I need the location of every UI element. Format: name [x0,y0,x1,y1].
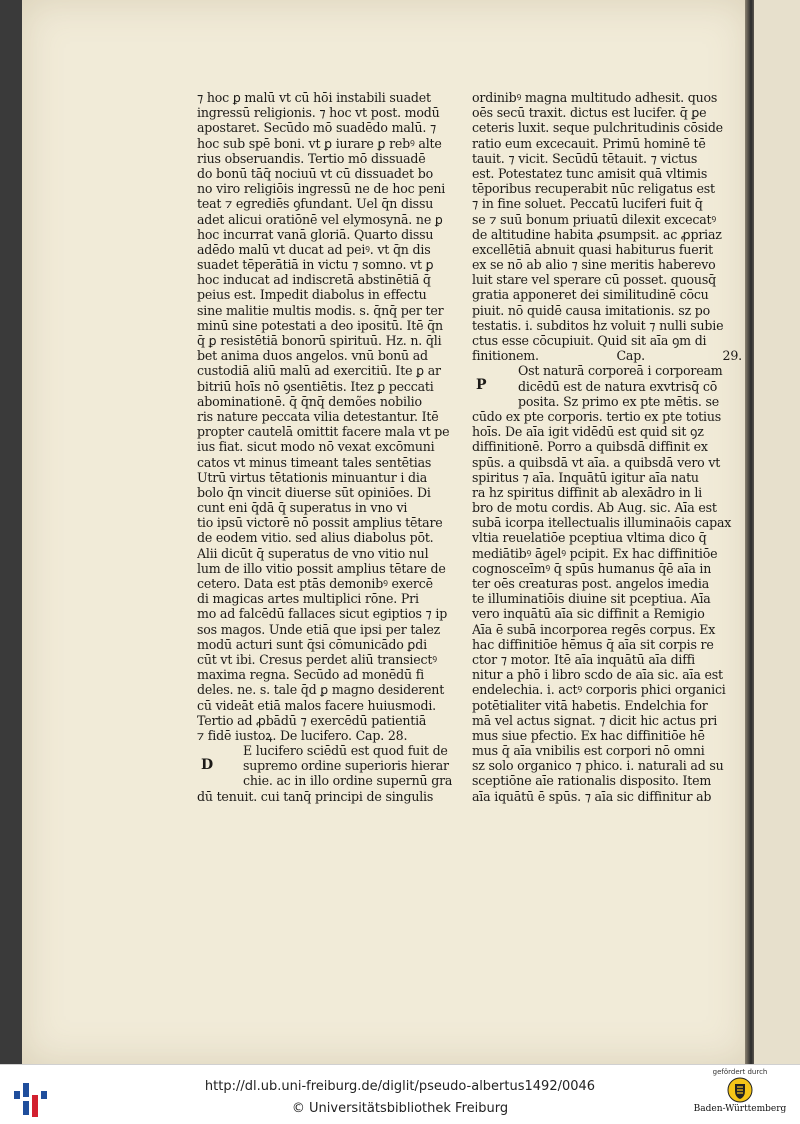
text-line: spūs. a quibsdā vt aīa. a quibsdā vero vt [472,454,721,470]
text-line: ter oēs creaturas post. angelos imedia [472,576,710,591]
text-line: maxima regna. Secūdo ad monēdū fi [197,667,425,683]
text-line: lum de illo vitio possit amplius tētare de [197,560,446,576]
text-line: q̄ ꝑ resistētiā bonorū spirituū. Hz. n. q̄li [197,333,442,348]
text-line: di magicas artes multiplici rōne. Pri [197,591,419,607]
viewer-footer [0,1064,800,1124]
text-line: suadet tēperātiā in victu ⁊ somno. vt ꝑ [197,257,434,273]
text-line: ingressū religionis. ⁊ hoc vt post. modū [197,105,440,121]
text-line: est. Potestatez tunc amisit quā vltimis [472,165,708,181]
text-line: bitriū hoīs nō ꝯsentiētis. Itez ꝑ peccati [197,378,434,394]
text-line: finitionem. [472,348,539,364]
text-line: tēporibus recuperabit nūc religatus est [472,181,715,197]
text-line: Utrū virtus tētationis minuantur i dia [197,469,428,485]
text-line: hoc incurrat vanā gloriā. Quarto dissu [197,226,434,242]
text-line: sine malitie multis modis. s. q̄nq̄ per ter [197,302,444,318]
text-line: vltia reuelatiōe pceptiua vltima dico q̄ [472,530,707,546]
chapter-label: Cap. [616,348,645,364]
text-line: testatis. i. subditos hz voluit ⁊ nulli subie [472,317,724,333]
text-line: luit stare vel sperare cū posset. quousq̄ [472,272,716,288]
text-line: ctus esse cōcupiuit. Quid sit aīa ꝯm di [472,333,707,348]
text-line: peius est. Impedit diabolus in effectu [197,287,427,303]
text-line: spiritus ⁊ aīa. Inquātū igitur aīa natu [472,469,699,485]
text-line: hoīs. De aīa igit vidēdū est quid sit ꝯz [472,424,704,440]
text-line: hoc inducat ad indiscretā abstinētiā q̄ [197,272,431,288]
text-line: bolo q̄n vincit diuerse sūt opiniōes. Di [197,484,431,500]
sponsor-caption: gefördert durch [712,1068,768,1076]
text-line: de altitudine habita ꝓsumpsit. ac ꝓpriaz [472,226,722,242]
text-line: vero inquātū aīa sic diffinit a Remigio [472,606,705,622]
facing-page-edge [754,0,800,1064]
text-line: dicēdū est de natura exvtrisq̄ cō [518,378,718,394]
text-line: posita. Sz primo ex pte mētis. se [518,393,720,409]
text-line: cū videāt etiā malos facere huiusmodi. [197,697,436,713]
text-line: mo ad falcēdū fallaces sicut egiptios ⁊ ip [197,606,448,622]
text-line: Tertio ad ꝓbādū ⁊ exercēdū patientiā [197,712,427,728]
text-line: te illuminatiōis diuine sit pceptiua. Aīa [472,591,711,607]
text-line: apostaret. Secūdo mō suadēdo malū. ⁊ [197,120,437,136]
text-line: ratio eum excecauit. Primū hominē tē [472,135,706,151]
coat-of-arms-icon [727,1077,753,1103]
page-url[interactable]: http://dl.ub.uni-freiburg.de/diglit/pseudo-albertus1492/0046 [204,1079,596,1094]
text-line: sceptiōne aīe rationalis disposito. Item [472,773,712,789]
text-line: hoc sub spē boni. vt ꝑ iurare ꝑ rebꝰ alte [197,135,442,151]
text-line: aīa iquātū ē spūs. ⁊ aīa sic diffinitur ab [472,788,712,804]
text-line: E lucifero sciēdū est quod fuit de [243,743,448,759]
text-line: chie. ac in illo ordine supernū gra [243,773,453,789]
text-line: ius fiat. sicut modo nō vexat excōmuni [197,439,435,455]
book-page [22,0,750,1064]
text-line: ⁊ hoc ꝑ malū vt cū hōi instabili suadet [197,90,431,105]
text-line: propter cautelā omittit facere mala vt pe [197,424,450,440]
text-line: ris nature peccata vilia detestantur. Itē [197,408,439,424]
text-line: rius obseruandis. Tertio mō dissuadē [197,150,426,166]
text-line: Aīa ē subā incorporea regēs corpus. Ex [472,621,716,637]
text-line: ex se nō ab alio ⁊ sine meritis haberevo [472,257,716,273]
text-line: ⁊ in fine soluet. Peccatū luciferi fuit q̄ [472,196,703,212]
text-line: hac diffinitiōe hēmus q̄ aīa sit corpis re [472,636,714,652]
text-line: mā vel actus signat. ⁊ dicit hic actus pri [472,712,718,728]
text-line: mediātibꝰ āgelꝰ pcipit. Ex hac diffinitiōe [472,545,718,561]
text-line: supremo ordine superioris hierar [243,758,449,774]
sponsor-badge [690,1068,790,1122]
text-line: dū tenuit. cui tanq̄ principi de singulis [197,788,434,804]
text-line: abominationē. q̄ q̄nq̄ demões nobilio [197,393,422,409]
text-line: cūdo ex pte corporis. tertio ex pte totius [472,408,722,424]
text-line: custodiā aliū malū ad exercitiū. Ite ꝑ ar [197,363,441,379]
chapter-heading-line [472,348,742,363]
text-line: mus siue pfectio. Ex hac diffinitiōe hē [472,727,705,743]
text-line: deles. ne. s. tale q̄d ꝑ magno desiderent [197,682,445,698]
text-line: cognosceīmꝰ q̄ spūs humanus q̄ē aīa in [472,560,712,576]
text-line: adet alicui oratiōnē vel elymosynā. ne ꝑ [197,211,443,227]
text-line: cunt eni q̄dā q̄ superatus in vno vi [197,500,408,516]
text-line: ordinibꝰ magna multitudo adhesit. quos [472,90,718,105]
text-line: cūt vt ibi. Cresus perdet aliū transiectꝰ [197,651,437,667]
chapter-number: 29. [722,348,742,364]
left-text-column [197,90,465,804]
text-line: potētialiter vitā habetis. Endelchia for [472,697,708,713]
text-line: nitur a phō i libro scdo de aīa sic. aīa est [472,667,723,683]
text-line: ra hz spiritus diffinit ab alexādro in li [472,484,702,500]
text-line: mus q̄ aīa vnibilis est corpori nō omni [472,743,705,759]
text-line: oēs secū traxit. dictus est lucifer. q̄ ꝑe [472,105,707,121]
text-line: sz solo organico ⁊ phico. i. naturali ad su [472,758,724,774]
text-line: teat ⁊ egrediēs ꝯfundant. Uel q̄n dissu [197,196,434,212]
text-line: tauit. ⁊ vicit. Secūdū tētauit. ⁊ victus [472,150,698,166]
text-line: do bonū tāq̄ nociuū vt cū dissuadet bo [197,165,433,181]
text-line: Alii dicūt q̄ superatus de vno vitio nul [197,545,429,561]
text-line: tio ipsū victorē nō possit amplius tētare [197,515,443,531]
text-line: adēdo malū vt ducat ad peiꝰ. vt q̄n dis [197,241,431,257]
guide-letter: P [476,376,487,393]
text-line: ctor ⁊ motor. Itē aīa inquātū aīa diffi [472,651,696,667]
text-line: ⁊ fidē iustoꝝ. De lucifero. Cap. 28. [197,727,408,743]
right-text-column [472,90,742,804]
text-line: bet anima duos angelos. vnū bonū ad [197,348,428,364]
text-line: endelechia. i. actꝰ corporis phici organici [472,682,726,698]
text-line: no viro religiōis ingressū ne de hoc peni [197,181,446,197]
text-line: diffinitionē. Porro a quibsdā diffinit ex [472,439,708,455]
text-line: cetero. Data est ptās demonibꝰ exercē [197,576,433,591]
sponsor-name: Baden-Württemberg [693,1104,787,1114]
copyright-notice: © Universitätsbibliothek Freiburg [291,1101,509,1116]
text-line: modū acturi sunt q̄si cōmunicādo ꝑdi [197,636,427,652]
text-line: ceteris luxit. seque pulchritudinis cōside [472,120,723,136]
text-line: Ost naturā corporeā i corpoream [518,363,723,379]
text-line: piuit. nō quidē causa imitationis. sz po [472,302,710,318]
text-line: subā icorpa itellectualis illuminaōis capax [472,515,732,531]
text-line: bro de motu cordis. Ab Aug. sic. Aīa est [472,500,717,516]
text-line: excellētiā abnuit quasi habiturus fuerit [472,241,714,257]
text-line: sos magos. Unde etiā que ipsi per talez [197,621,441,637]
text-line: se ⁊ suū bonum priuatū dilexit excecatꝰ [472,211,716,227]
text-line: de eodem vitio. sed alius diabolus pōt. [197,530,434,546]
text-line: catos vt minus timeant tales sentētias [197,454,432,470]
guide-letter: D [201,756,213,773]
text-line: gratia apponeret dei similitudinē cōcu [472,287,709,303]
text-line: minū sine potestati a deo ipositū. Itē q̄n [197,317,443,333]
